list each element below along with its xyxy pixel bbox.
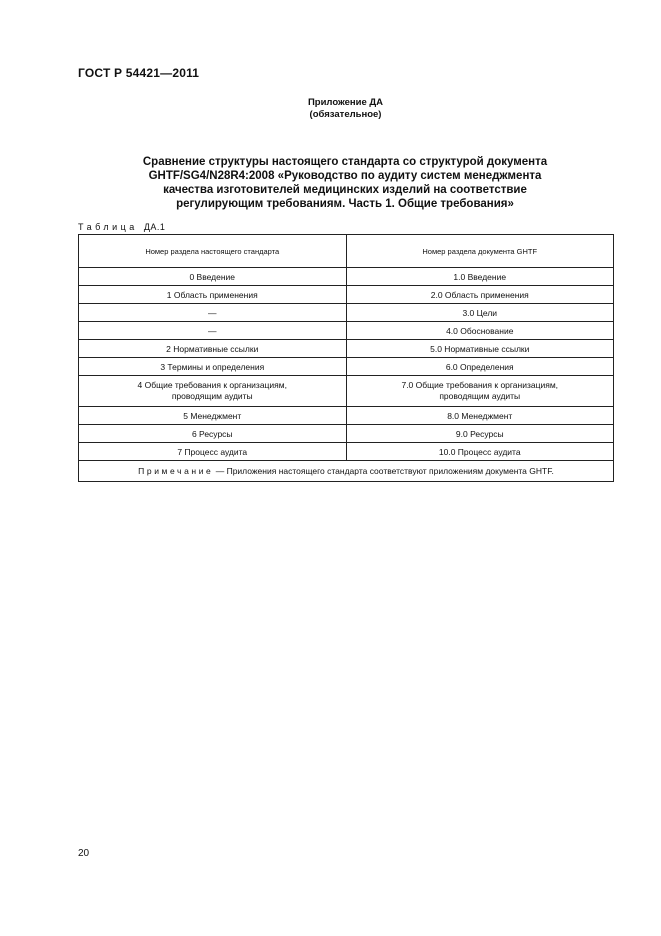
standard-section-cell: 5 Менеджмент — [79, 407, 347, 425]
standard-section-cell: 6 Ресурсы — [79, 425, 347, 443]
table-row — [79, 358, 614, 376]
standard-section-cell: 2 Нормативные ссылки — [79, 340, 347, 358]
table-row — [79, 407, 614, 425]
note-label: Примечание — [138, 466, 214, 476]
ghtf-section-cell: 9.0 Ресурсы — [346, 425, 614, 443]
table-header-row — [79, 235, 614, 268]
appendix-heading — [110, 155, 580, 211]
table-row — [79, 268, 614, 286]
table-label-id: ДА.1 — [143, 222, 166, 232]
heading-line: регулирующим требованиям. Часть 1. Общие требования» — [176, 198, 514, 210]
ghtf-section-cell: 3.0 Цели — [346, 304, 614, 322]
table-note — [79, 461, 614, 482]
ghtf-section-cell — [346, 376, 614, 407]
table-note-row — [79, 461, 614, 482]
heading-line: GHTF/SG4/N28R4:2008 «Руководство по аудиту систем менеджмента — [148, 170, 542, 182]
standard-section-cell: — — [79, 322, 347, 340]
page-number: 20 — [78, 848, 90, 859]
note-text: — Приложения настоящего стандарта соответствуют приложениям документа GHTF. — [213, 466, 554, 476]
cell-line: 4 Общие требования к организациям, — [137, 380, 287, 390]
ghtf-section-cell: 4.0 Обоснование — [346, 322, 614, 340]
heading-line: качества изготовителей медицинских изделий на соответствие — [163, 184, 527, 196]
table-row — [79, 286, 614, 304]
cell-line: 7.0 Общие требования к организациям, — [401, 380, 559, 390]
standard-section-cell — [79, 376, 347, 407]
comparison-table — [78, 234, 614, 482]
column-header-ghtf: Номер раздела документа GHTF — [346, 235, 614, 268]
cell-line: проводящим аудиты — [171, 391, 253, 401]
heading-line: Сравнение структуры настоящего стандарта со структурой документа — [142, 156, 548, 168]
ghtf-section-cell: 8.0 Менеджмент — [346, 407, 614, 425]
ghtf-section-cell: 5.0 Нормативные ссылки — [346, 340, 614, 358]
column-header-standard: Номер раздела настоящего стандарта — [79, 235, 347, 268]
standard-section-cell: 7 Процесс аудита — [79, 443, 347, 461]
document-code: ГОСТ Р 54421—2011 — [78, 66, 200, 80]
ghtf-section-cell: 1.0 Введение — [346, 268, 614, 286]
table-row — [79, 425, 614, 443]
table-label-prefix: Таблица — [78, 222, 138, 232]
cell-line: проводящим аудиты — [439, 391, 521, 401]
table-row — [79, 376, 614, 407]
standard-section-cell: 3 Термины и определения — [79, 358, 347, 376]
standard-section-cell: — — [79, 304, 347, 322]
ghtf-section-cell: 10.0 Процесс аудита — [346, 443, 614, 461]
appendix-status: (обязательное) — [309, 109, 382, 120]
appendix-title: Приложение ДА — [307, 97, 384, 108]
table-row — [79, 340, 614, 358]
ghtf-section-cell: 6.0 Определения — [346, 358, 614, 376]
table-row — [79, 443, 614, 461]
table-row — [79, 322, 614, 340]
table-row — [79, 304, 614, 322]
table-label — [78, 222, 165, 232]
standard-section-cell: 1 Область применения — [79, 286, 347, 304]
ghtf-section-cell: 2.0 Область применения — [346, 286, 614, 304]
standard-section-cell: 0 Введение — [79, 268, 347, 286]
